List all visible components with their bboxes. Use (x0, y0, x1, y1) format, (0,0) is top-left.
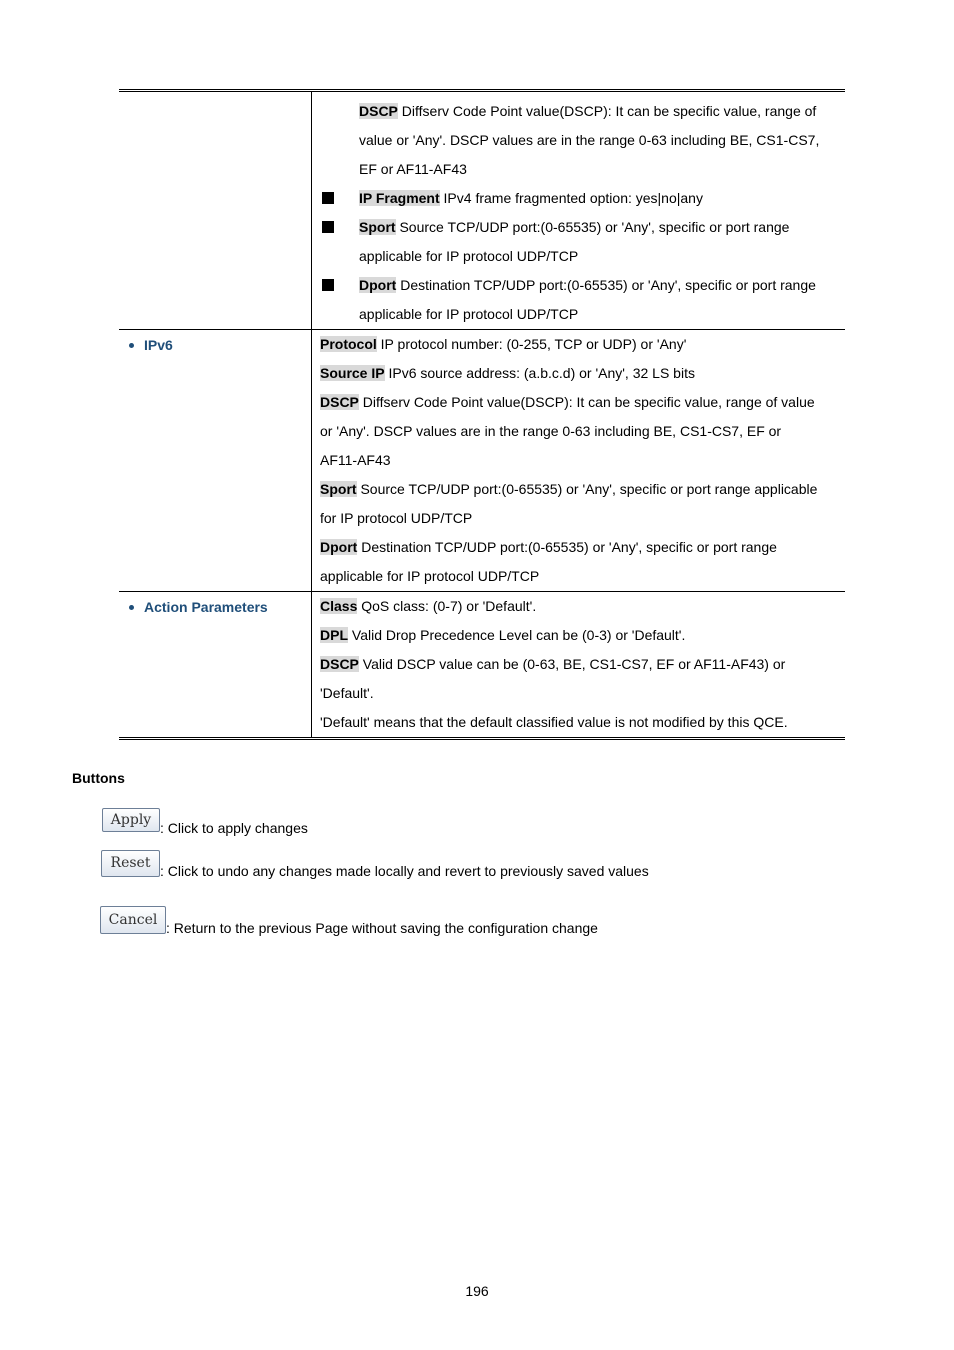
table-row-action-parameters (119, 592, 845, 737)
bullet-icon (129, 343, 134, 348)
entry-label: Sport (320, 481, 357, 497)
param-cell (119, 592, 312, 737)
entry-label: IP Fragment (359, 190, 440, 206)
cancel-button[interactable]: Cancel (100, 906, 166, 934)
reset-button[interactable]: Reset (101, 850, 160, 877)
entry-label: DSCP (320, 656, 359, 672)
square-bullet-icon (322, 279, 334, 291)
bullet-icon (129, 605, 134, 610)
square-bullet-icon (322, 192, 334, 204)
dscp-entry: DSCP Diffserv Code Point value(DSCP): It can be specific value, range of value or 'Any'. DSCP values are in the range 0-63 including BE, CS1-CS7, EF or AF11-AF43 (359, 103, 820, 177)
table-row-ipv4-continued (119, 92, 845, 330)
entry-label: Protocol (320, 336, 377, 352)
parameter-table (119, 89, 845, 740)
entry-label: DSCP (320, 394, 359, 410)
description-cell (312, 92, 845, 329)
apply-description: : Click to apply changes (160, 820, 308, 836)
sport-entry: Sport Source TCP/UDP port:(0-65535) or 'Any', specific or port range applicable for IP protocol UDP/TCP (320, 213, 837, 271)
dport-entry: Dport Destination TCP/UDP port:(0-65535) or 'Any', specific or port range applicable for IP protocol UDP/TCP (320, 271, 837, 329)
ip-fragment-entry: IP Fragment IPv4 frame fragmented option: yes|no|any (320, 184, 837, 213)
entry-label: DSCP (359, 103, 398, 119)
buttons-heading: Buttons (72, 770, 125, 786)
param-cell-empty (119, 92, 312, 329)
default-note: 'Default' means that the default classified value is not modified by this QCE. (320, 714, 788, 730)
cancel-button-row (100, 906, 598, 934)
param-name: Action Parameters (144, 599, 268, 615)
entry-label: Dport (359, 277, 397, 293)
entry-label: DPL (320, 627, 348, 643)
reset-description: : Click to undo any changes made locally and revert to previously saved values (160, 863, 649, 879)
square-bullet-icon (322, 221, 334, 233)
param-name: IPv6 (144, 337, 173, 353)
entry-label: Dport (320, 539, 358, 555)
table-row-ipv6 (119, 330, 845, 592)
entry-label: Sport (359, 219, 396, 235)
entry-label: Class (320, 598, 358, 614)
reset-button-row (101, 850, 649, 877)
cancel-description: : Return to the previous Page without saving the configuration change (166, 920, 598, 936)
apply-button-row (102, 808, 308, 836)
param-cell (119, 330, 312, 591)
page-number: 196 (465, 1283, 489, 1299)
description-cell: Class QoS class: (0-7) or 'Default'. DPL Valid Drop Precedence Level can be (0-3) or 'Default'. DSCP Valid DSCP value can be (0-63, BE, CS1-CS7, EF or AF11-AF43) or 'Default'. 'Default' means that the default classified value is not modified by this QCE. (312, 592, 845, 737)
apply-button[interactable]: Apply (102, 808, 160, 832)
description-cell: Protocol IP protocol number: (0-255, TCP or UDP) or 'Any' Source IP IPv6 source address: (a.b.c.d) or 'Any', 32 LS bits DSCP Diffserv Code Point value(DSCP): It can be specific value, range of value or 'Any'. DSCP values are in the range 0-63 including BE, CS1-CS7, EF or AF11-AF43 Sport Source TCP/UDP port:(0-65535) or 'Any', specific or port range applicable for IP protocol UDP/TCP Dport Destination TCP/UDP port:(0-65535) or 'Any', specific or port range applicable for IP protocol UDP/TCP (320, 336, 818, 584)
entry-label: Source IP (320, 365, 385, 381)
